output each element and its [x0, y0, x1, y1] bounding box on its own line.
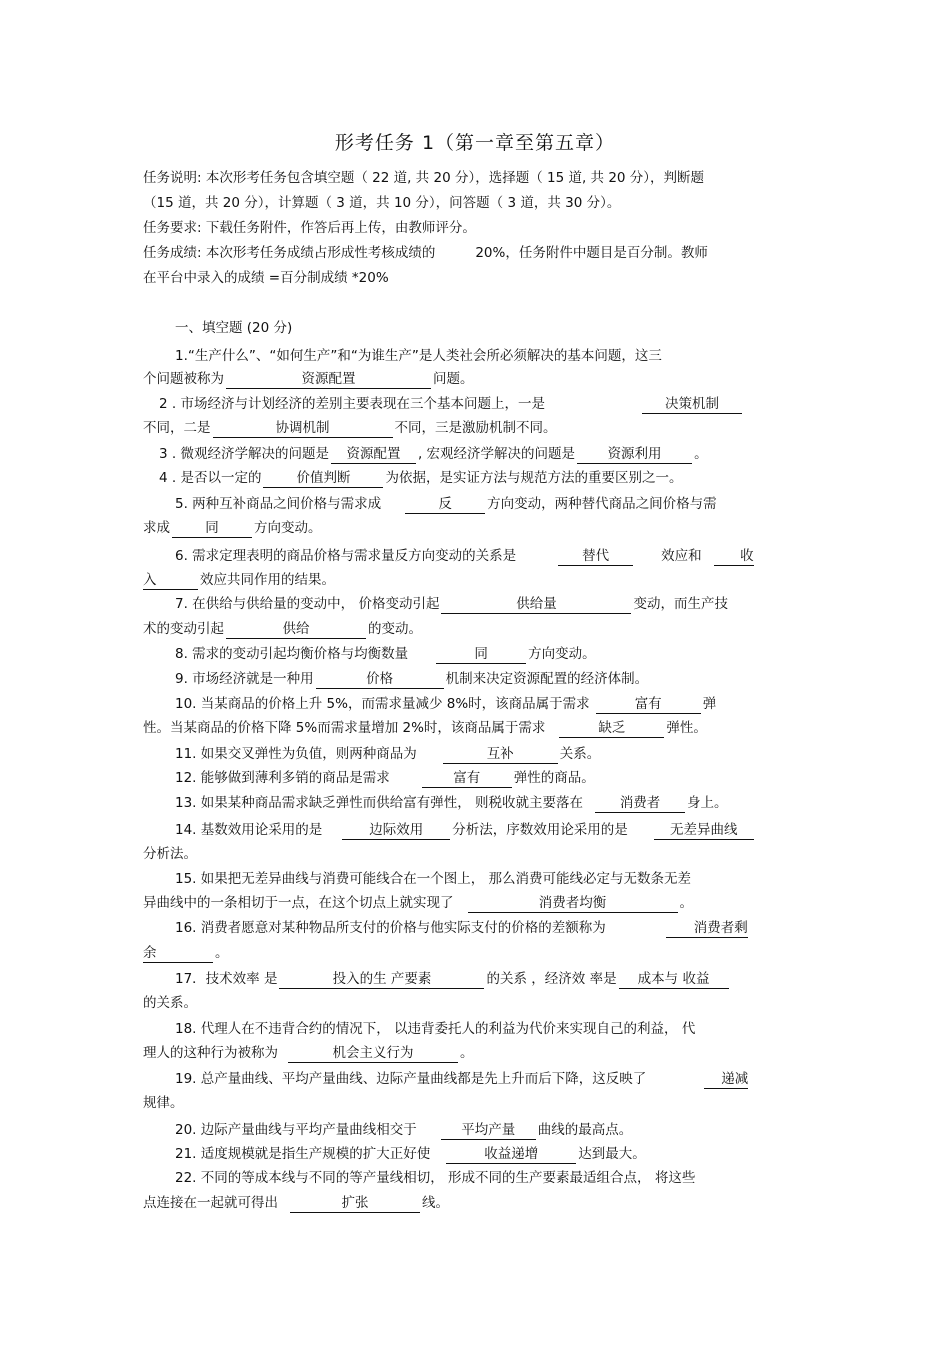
q21-text: 21. 适度规模就是指生产规模的扩大正好使 [175, 1146, 431, 1162]
q1-answer: 资源配置 [226, 371, 431, 389]
page-title: 形考任务 1（第一章至第五章） [334, 132, 616, 154]
q19-text: 19. 总产量曲线、平均产量曲线、边际产量曲线都是先上升而后下降，这反映了 [175, 1071, 647, 1087]
q2-line-1 [143, 394, 824, 414]
q16-text: 16. 消费者愿意对某种物品所支付的价格与他实际支付的价格的差额称为 [175, 920, 606, 936]
q10-answer-2: 缺乏 [559, 720, 664, 738]
q5-text: 5. 两种互补商品之间价格与需求成 [175, 496, 382, 512]
q20-text: 20. 边际产量曲线与平均产量曲线相交于 [175, 1122, 417, 1138]
q7-text-4: 的变动。 [368, 621, 422, 637]
q18-text-2: 。 [460, 1045, 474, 1061]
q6-answer-2a: 收 [714, 548, 754, 566]
q7-text: 7. 在供给与供给量的变动中， 价格变动引起 [175, 596, 440, 612]
q4-text-2: 为依据，是实证方法与规范方法的重要区别之一。 [385, 470, 683, 486]
q10-answer-1: 富有 [596, 696, 701, 714]
intro-line-4-text: 任务成绩: 本次形考任务成绩占形成性考核成绩的 [143, 245, 436, 261]
q7-line-2 [143, 619, 808, 639]
q12-line [143, 768, 840, 788]
q5-line-2 [143, 518, 808, 538]
q17-text: 17．技术效率 是 [175, 971, 278, 987]
q5-text-4: 方向变动。 [254, 520, 322, 536]
q3-answer-1: 资源配置 [331, 446, 416, 464]
q17-line-2: 的关系。 [143, 995, 197, 1011]
intro-line-2: （15 道，共 20 分），计算题（ 3 道，共 10 分），问答题（ 3 道，共 30 分）。 [143, 195, 621, 211]
q2-text-2: 不同，二是 [143, 420, 211, 436]
q18-line-2 [143, 1043, 808, 1063]
q19-line-2: 规律。 [143, 1095, 184, 1111]
q22-answer: 扩张 [290, 1195, 420, 1213]
q1-line-1: 1.“生产什么”、“如何生产”和“为谁生产”是人类社会所必须解决的基本问题，这三 [175, 348, 662, 364]
q22-text: 点连接在一起就可得出 [143, 1195, 278, 1211]
q20-answer: 平均产量 [441, 1122, 536, 1140]
intro-line-4 [143, 243, 808, 263]
q10-text-3: 性。当某商品的价格下降 5%而需求量增加 2%时，该商品属于需求 [143, 720, 546, 736]
q10-text: 10. 当某商品的价格上升 5%，而需求量减少 8%时，该商品属于需求 [175, 696, 590, 712]
q10-text-4: 弹性。 [666, 720, 707, 736]
q2-text-3: 不同，三是激励机制不同。 [394, 420, 557, 436]
q21-text-2: 达到最大。 [578, 1146, 646, 1162]
q4-answer: 价值判断 [263, 470, 383, 488]
q6-answer-2b: 入 [143, 572, 198, 590]
q16-line-2 [143, 943, 808, 963]
q7-answer-1: 供给量 [441, 596, 631, 614]
q6-line-2 [143, 570, 808, 590]
q2-answer-2: 协调机制 [213, 420, 393, 438]
q22-line-1: 22. 不同的等成本线与不同的等产量线相切， 形成不同的生产要素最适组合点， 将这些 [175, 1170, 696, 1186]
q9-text: 9. 市场经济就是一种用 [175, 671, 314, 687]
q17-text-2: 的关系 ，经济效 率是 [486, 971, 617, 987]
q3-line [143, 444, 824, 464]
q20-line [143, 1120, 840, 1140]
q11-answer: 互补 [443, 746, 558, 764]
q20-text-2: 曲线的最高点。 [537, 1122, 633, 1138]
q11-line [143, 744, 840, 764]
q13-text: 13. 如果某种商品需求缺乏弹性而供给富有弹性， 则税收就主要落在 [175, 795, 584, 811]
q6-text-2: 效应和 [661, 548, 702, 564]
q15-text: 异曲线中的一条相切于一点，在这个切点上就实现了 [143, 895, 454, 911]
q13-answer: 消费者 [595, 795, 685, 813]
q12-text: 12. 能够做到薄利多销的商品是需求 [175, 770, 390, 786]
q22-text-2: 线。 [422, 1195, 449, 1211]
q5-text-3: 求成 [143, 520, 170, 536]
q10-line-1 [143, 694, 840, 714]
q22-line-2 [143, 1193, 808, 1213]
q13-text-2: 身上。 [687, 795, 728, 811]
q2-line-2 [143, 418, 808, 438]
q8-text: 8. 需求的变动引起均衡价格与均衡数量 [175, 646, 409, 662]
q18-text: 理人的这种行为被称为 [143, 1045, 278, 1061]
q9-text-2: 机制来决定资源配置的经济体制。 [445, 671, 649, 687]
q16-text-2: 。 [215, 945, 229, 961]
q5-line-1 [143, 494, 840, 514]
q1-text: 个问题被称为 [143, 371, 224, 387]
intro-line-3: 任务要求: 下载任务附件，作答后再上传，由教师评分。 [143, 220, 476, 236]
q9-answer: 价格 [316, 671, 444, 689]
q17-line-1 [143, 969, 840, 989]
q19-line-1 [143, 1069, 840, 1089]
q15-text-2: 。 [679, 895, 693, 911]
q8-line [143, 644, 840, 664]
q5-answer-1: 反 [405, 496, 485, 514]
q8-answer: 同 [436, 646, 526, 664]
q10-line-2 [143, 718, 808, 738]
q15-line-2 [143, 893, 808, 913]
q14-line-2: 分析法。 [143, 846, 197, 862]
q7-answer-2: 供给 [226, 621, 366, 639]
section-heading: 一、填空题 (20 分) [175, 320, 293, 336]
q19-answer: 递减 [704, 1071, 748, 1089]
q4-line [143, 468, 824, 488]
q5-answer-2: 同 [172, 520, 252, 538]
q12-text-2: 弹性的商品。 [513, 770, 595, 786]
q18-line-1: 18. 代理人在不违背合约的情况下， 以违背委托人的利益为代价来实现自己的利益， 代 [175, 1021, 696, 1037]
q21-line [143, 1144, 840, 1164]
q14-text: 14. 基数效用论采用的是 [175, 822, 323, 838]
q8-text-2: 方向变动。 [528, 646, 596, 662]
q17-answer-1: 投入的生 产要素 [279, 971, 484, 989]
intro-line-5: 在平台中录入的成绩 =百分制成绩 *20% [143, 270, 389, 286]
q13-line [143, 793, 840, 813]
q21-answer: 收益递增 [446, 1146, 576, 1164]
q16-answer-2: 余 [143, 945, 213, 963]
q5-text-2: 方向变动，两种替代商品之间价格与需 [487, 496, 717, 512]
q11-text-2: 关系。 [559, 746, 601, 762]
q14-answer-2: 无差异曲线 [654, 822, 754, 840]
q9-line [143, 669, 840, 689]
q6-answer-1: 替代 [558, 548, 633, 566]
q15-line-1: 15. 如果把无差异曲线与消费可能线合在一个图上， 那么消费可能线必定与无数条无差 [175, 871, 692, 887]
q14-text-2: 分析法，序数效用论采用的是 [452, 822, 628, 838]
q6-line-1 [143, 546, 840, 566]
q1-text-end: 问题。 [433, 371, 474, 387]
q1-line-2 [143, 369, 808, 389]
intro-line-1: 任务说明: 本次形考任务包含填空题（ 22 道, 共 20 分），选择题（ 15 道, 共 20 分），判断题 [143, 170, 705, 186]
q2-answer-1: 决策机制 [642, 396, 742, 414]
q11-text: 11. 如果交叉弹性为负值，则两种商品为 [175, 746, 417, 762]
q3-answer-2: 资源利用 [577, 446, 692, 464]
q3-text: 3 . 微观经济学解决的问题是 [159, 446, 329, 462]
q6-text: 6. 需求定理表明的商品价格与需求量反方向变动的关系是 [175, 548, 517, 564]
q12-answer: 富有 [422, 770, 512, 788]
q7-text-2: 变动，而生产技 [633, 596, 728, 612]
q18-answer: 机会主义行为 [288, 1045, 458, 1063]
q3-text-3: 。 [694, 446, 708, 462]
intro-line-4-text-b: 20%，任务附件中题目是百分制。教师 [475, 245, 708, 261]
q10-text-2: 弹 [702, 696, 717, 712]
q6-text-3: 效应共同作用的结果。 [200, 572, 335, 588]
q14-line-1 [143, 820, 840, 840]
q15-answer: 消费者均衡 [468, 895, 678, 913]
q4-text: 4 . 是否以一定的 [159, 470, 262, 486]
q14-answer-1: 边际效用 [342, 822, 450, 840]
q7-line-1 [143, 594, 840, 614]
q17-answer-2: 成本与 收益 [619, 971, 729, 989]
q3-text-2: , 宏观经济学解决的问题是 [417, 446, 576, 462]
q2-text: 2 . 市场经济与计划经济的差别主要表现在三个基本问题上，一是 [159, 396, 545, 412]
q16-line-1 [143, 918, 840, 938]
q16-answer-1: 消费者剩 [666, 920, 748, 938]
q7-text-3: 术的变动引起 [143, 621, 224, 637]
